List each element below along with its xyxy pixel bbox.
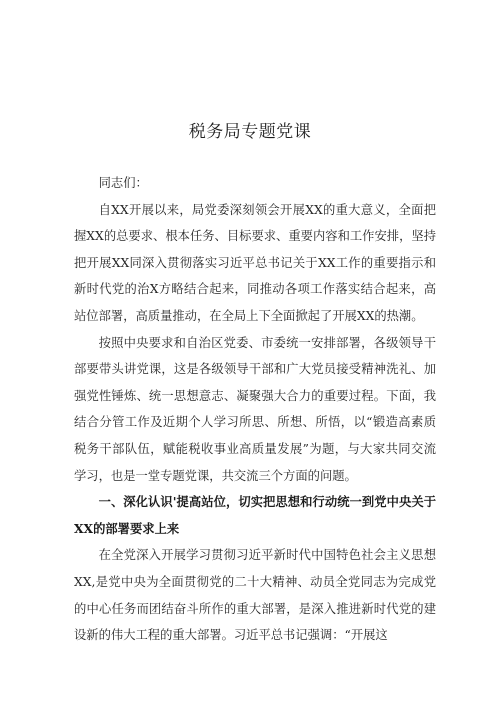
paragraph-2: 按照中央要求和自治区党委、市委统一安排部署，各级领导干部要带头讲党课，这是各级领导干部和广大党员接受精神洗礼、加强党性锤炼、统一思想意志、凝聚强大合力的重要过程。下面，我结合分管工作及近期个人学习所思、所想、所悟，以“锻造高素质税务干部队伍，赋能税收事业高质量发展”为题，与大家共同交流学习，也是一堂专题党课，共交流三个方面的问题。 (74, 335, 436, 483)
document-body (74, 170, 436, 649)
paragraph-1: 自XX开展以来，局党委深刻领会开展XX的重大意义，全面把握XX的总要求、根本任务、目标要求、重要内容和工作安排，坚持把开展XX同深入贯彻落实习近平总书记关于XX工作的重要指示和新时代党的治X方略结合起来，同推动各项工作落实结合起来，高站位部署，高质量推动，在全局上下全面掀起了开展XX的热潮。 (74, 202, 436, 323)
document-title: 税务局专题党课 (188, 122, 312, 142)
paragraph-3: 在全党深入开展学习贯彻习近平新时代中国特色社会主义思想XX,是党中央为全面贯彻党的二十大精神、动员全党同志为完成党的中心任务而团结奋斗所作的重大部署，是深入推进新时代党的建设新的伟大工程的重大部署。习近平总书记强调：“开展这 (74, 548, 436, 643)
section-heading-1: 一、深化认识'提高站位，切实把思想和行动统一到党中央关于XX的部署要求上来 (74, 494, 436, 536)
salutation: 同志们： (98, 176, 148, 190)
